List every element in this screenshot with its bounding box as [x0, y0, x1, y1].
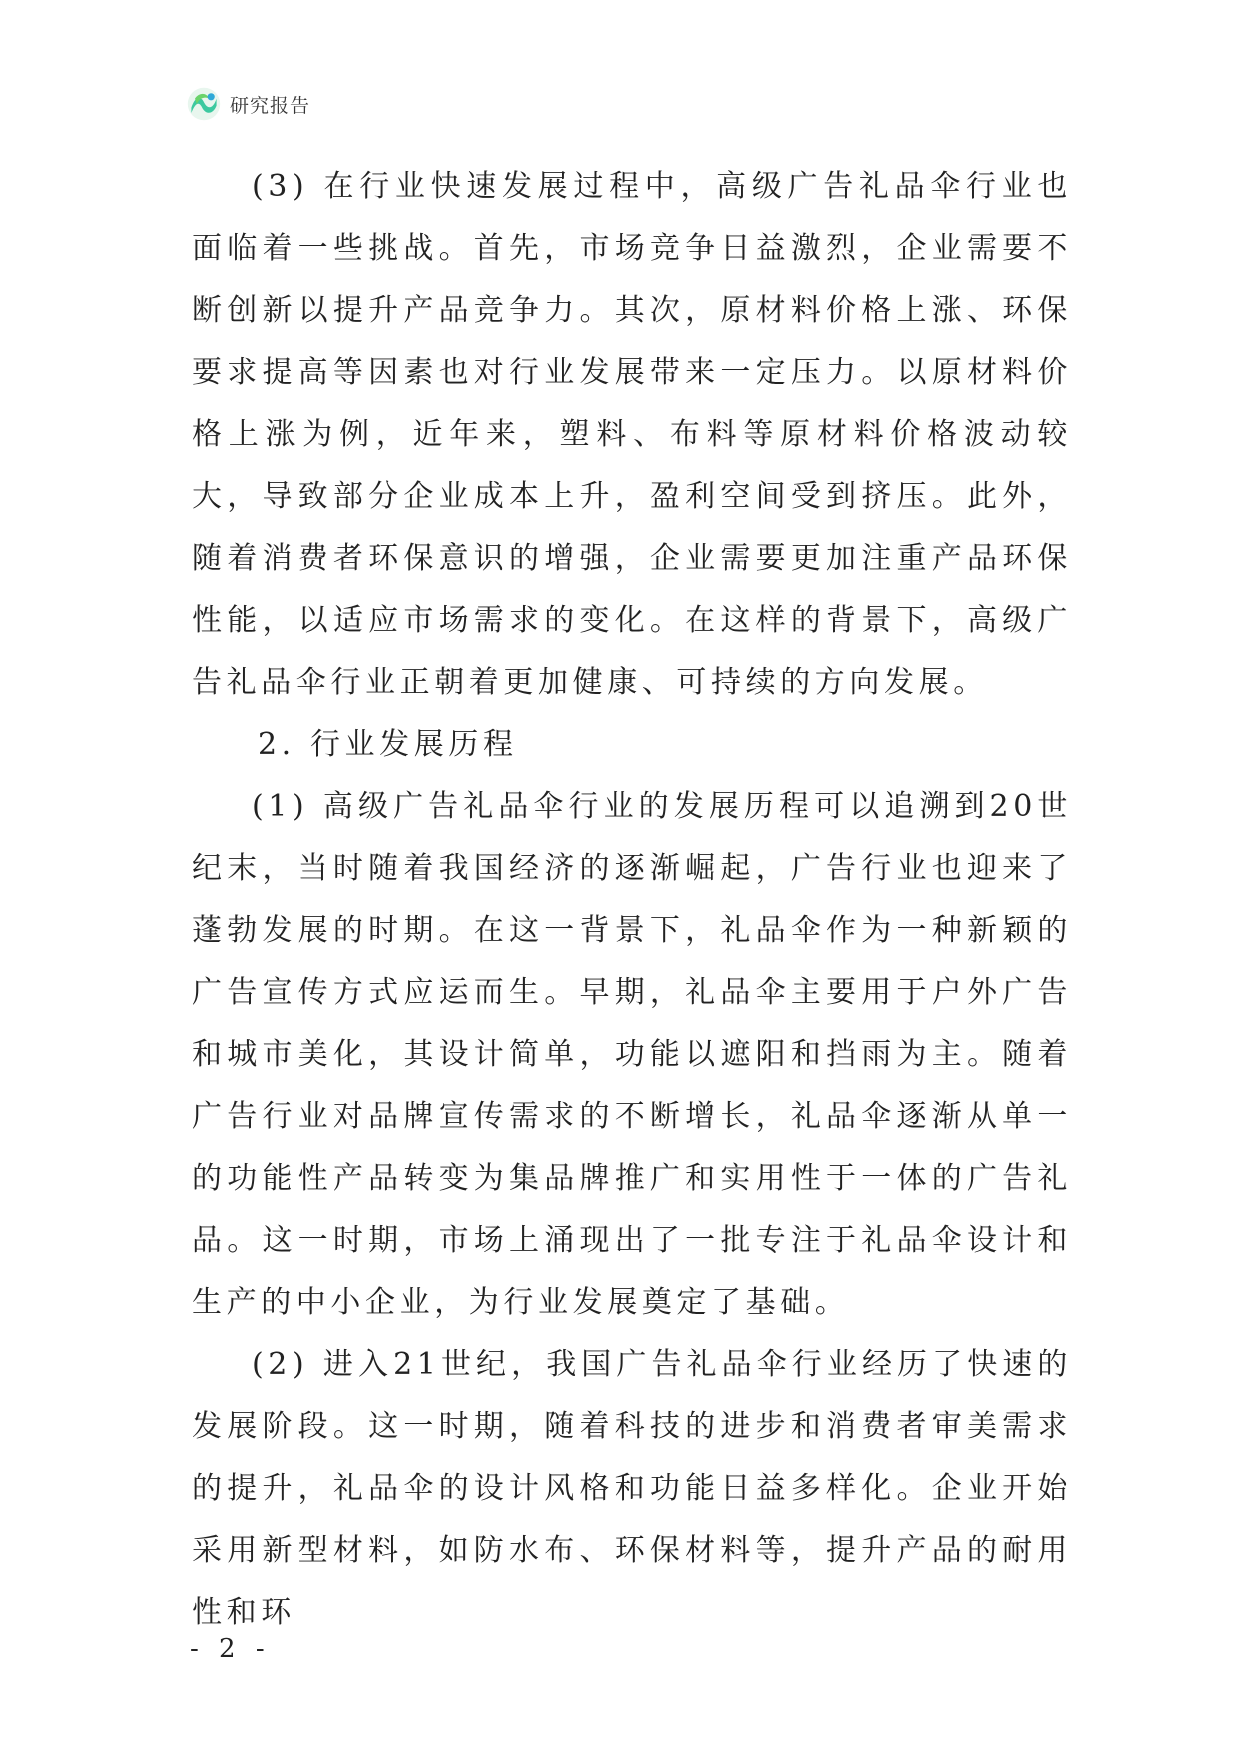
document-body	[192, 156, 1072, 1644]
paragraph-challenges: (3) 在行业快速发展过程中，高级广告礼品伞行业也面临着一些挑战。首先，市场竞争日益激烈，企业需要不断创新以提升产品竞争力。其次，原材料价格上涨、环保要求提高等因素也对行业发展带来一定压力。以原材料价格上涨为例，近年来，塑料、布料等原材料价格波动较大，导致部分企业成本上升，盈利空间受到挤压。此外，随着消费者环保意识的增强，企业需要更加注重产品环保性能，以适应市场需求的变化。在这样的背景下，高级广告礼品伞行业正朝着更加健康、可持续的方向发展。	[192, 169, 1072, 700]
paragraph-history-21st-century: (2) 进入21世纪，我国广告礼品伞行业经历了快速的发展阶段。这一时期，随着科技的进步和消费者审美需求的提升，礼品伞的设计风格和功能日益多样化。企业开始采用新型材料，如防水布、环保材料等，提升产品的耐用性和环	[192, 1347, 1072, 1630]
header-title: 研究报告	[230, 94, 311, 117]
page-header	[186, 84, 310, 124]
paragraph-history-early: (1) 高级广告礼品伞行业的发展历程可以追溯到20世纪末，当时随着我国经济的逐渐崛起，广告行业也迎来了蓬勃发展的时期。在这一背景下，礼品伞作为一种新颖的广告宣传方式应运而生。早期，礼品伞主要用于户外广告和城市美化，其设计简单，功能以遮阳和挡雨为主。随着广告行业对品牌宣传需求的不断增长，礼品伞逐渐从单一的功能性产品转变为集品牌推广和实用性于一体的广告礼品。这一时期，市场上涌现出了一批专注于礼品伞设计和生产的中小企业，为行业发展奠定了基础。	[192, 789, 1072, 1320]
section-heading-development-history: 2. 行业发展历程	[258, 727, 518, 762]
page-number: - 2 -	[190, 1634, 271, 1664]
research-report-logo	[186, 86, 222, 122]
